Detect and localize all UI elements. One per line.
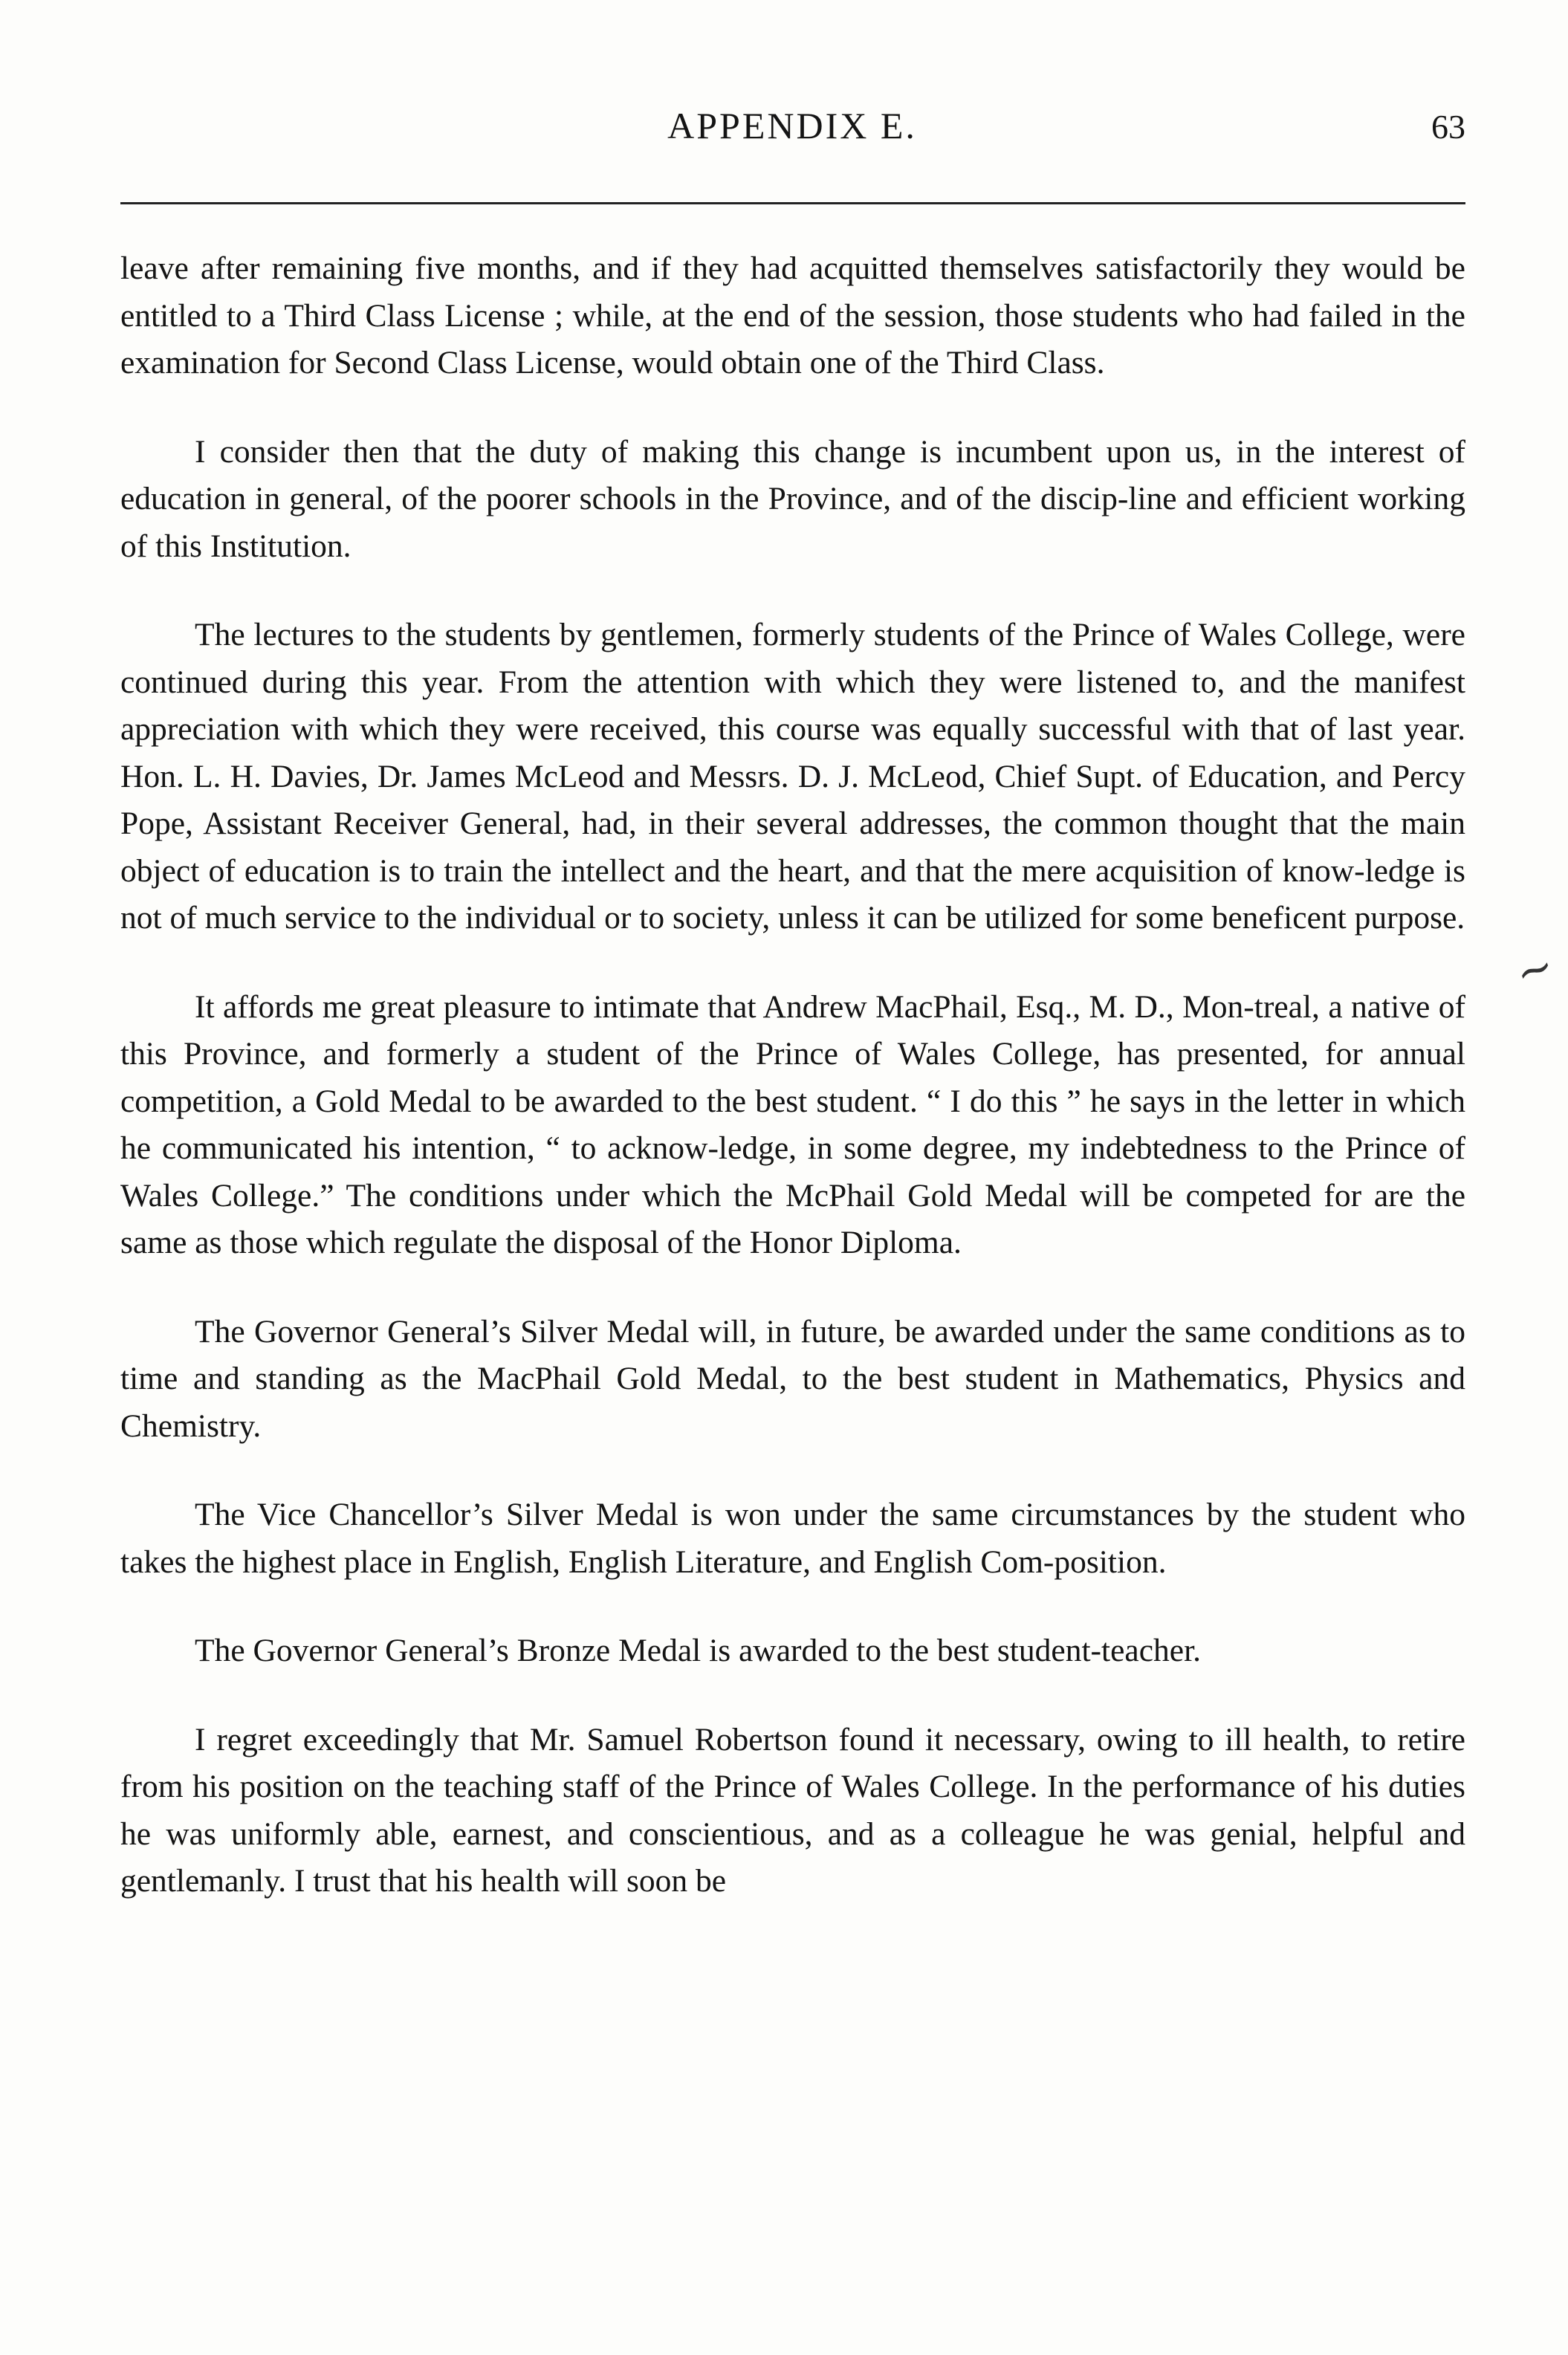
paragraph-silver-medal: The Governor General’s Silver Medal will, in future, be awarded under the same conditions as to time and standing as the MacPhail Gold Medal, to the best student in Mathematics, Physics and Chemistry. [120, 1313, 1465, 1444]
page-number: 63 [1431, 108, 1465, 146]
paragraph-bronze-medal: The Governor General’s Bronze Medal is awarded to the best student-teacher. [195, 1633, 1202, 1668]
paragraph-gold-medal: It affords me great pleasure to intimate that Andrew MacPhail, Esq., M. D., Mon-treal, a native of this Province, and formerly a student of the Prince of Wales College, has presented, for annual competition, a Gold Medal to be awarded to the best student. “ I do this ” he says in the letter in which he communicated his intention, “ to acknow-ledge, in some degree, my indebtedness to the Prince of Wales College.” The conditions under which the McPhail Gold Medal will be competed for are the same as those which regulate the disposal of the Honor Diploma. [120, 988, 1465, 1260]
header-rule [120, 202, 1465, 204]
paragraph-lectures: The lectures to the students by gentlemen, formerly students of the Prince of Wales College, were continued during this year. From the attention with which they were listened to, and the manifest appreciation with which they were received, this course was equally successful with that of last year. Hon. L. H. Davies, Dr. James McLeod and Messrs. D. J. McLeod, Chief Supt. of Education, and Percy Pope, Assistant Receiver General, had, in their several addresses, the common thought that the main object of education is to train the intellect and the heart, and that the mere acquisition of know-ledge is not of much service to the individual or to society, unless it can be utilized for some beneficent purpose. [120, 617, 1465, 936]
running-title: APPENDIX E. [667, 105, 917, 146]
paragraph-robertson: I regret exceedingly that Mr. Samuel Robertson found it necessary, owing to ill health, to retire from his position on the teaching staff of the Prince of Wales College. In the performance of his duties he was uniformly able, earnest, and conscientious, and as a colleague he was genial, helpful and gentlemanly. I trust that his health will soon be [120, 1721, 1465, 1899]
paragraph-continuation: leave after remaining five months, and if they had acquitted themselves satisfactorily they would be entitled to a Third Class License ; while, at the end of the session, those students who had failed in the examination for Second Class License, would obtain one of the Third Class. [120, 250, 1465, 380]
page-header [119, 104, 1465, 156]
margin-pencil-mark: ∼ [1509, 940, 1561, 1000]
paragraph-duty: I consider then that the duty of making this change is incumbent upon us, in the interest of education in general, of the poorer schools in the Province, and of the discip-line and efficient working of this Institution. [120, 433, 1465, 564]
paragraph-vice-chancellor-medal: The Vice Chancellor’s Silver Medal is won under the same circumstances by the student who takes the highest place in English, English Literature, and English Com-position. [120, 1497, 1465, 1580]
body-text [120, 245, 1465, 1905]
